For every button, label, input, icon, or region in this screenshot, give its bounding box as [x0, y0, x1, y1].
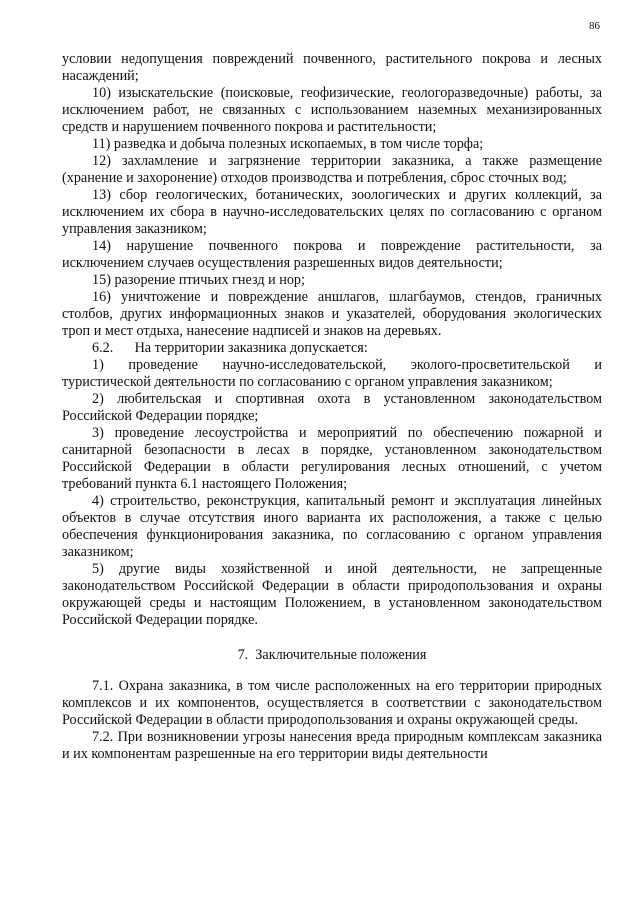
paragraph: условии недопущения повреждений почвенного, растительного покрова и лесных насаждений;: [62, 51, 602, 84]
list-item-16: 16) уничтожение и повреждение аншлагов, шлагбаумов, стендов, граничных столбов, других информационных знаков и указателей, оборудования экологических троп и мест отдыха, нанесение надписей и знаков на деревьях.: [62, 289, 602, 339]
clause-6-2: 6.2. На территории заказника допускается:: [92, 340, 368, 356]
list-item-14: 14) нарушение почвенного покрова и повреждение растительности, за исключением случаев осуществления разрешенных видов деятельности;: [62, 238, 602, 271]
section-heading: 7. Заключительные положения: [237, 647, 427, 663]
list-item-11: 11) разведка и добыча полезных ископаемых, в том числе торфа;: [92, 136, 484, 152]
list-item-12: 12) захламление и загрязнение территории заказника, а также размещение (хранение и захоронение) отходов производства и потребления, сброс сточных вод;: [62, 153, 602, 186]
page-number: 86: [589, 20, 600, 32]
allowed-item-5: 5) другие виды хозяйственной и иной деятельности, не запрещенные законодательством Российской Федерации в области природопользования и охраны окружающей среды и настоящим Положением, в установленном законодательством Российской Федерации порядке.: [62, 561, 602, 628]
clause-7-2: 7.2. При возникновении угрозы нанесения вреда природным комплексам заказника и их компонентам разрешенные на его территории виды деятельности: [62, 729, 602, 762]
document-body: [62, 51, 602, 763]
list-item-10: 10) изыскательские (поисковые, геофизические, геологоразведочные) работы, за исключением работ, не связанных с использованием наземных механизированных средств и нарушением почвенного покрова и растительности;: [62, 85, 602, 135]
allowed-item-3: 3) проведение лесоустройства и мероприятий по обеспечению пожарной и санитарной безопасности в лесах в порядке, установленном законодательством Российской Федерации в области регулирования лесных отношений, с учетом требований пункта 6.1 настоящего Положения;: [62, 425, 602, 492]
list-item-13: 13) сбор геологических, ботанических, зоологических и других коллекций, за исключением их сбора в научно-исследовательских целях по согласованию с органом управления заказником;: [62, 187, 602, 237]
clause-7-1: 7.1. Охрана заказника, в том числе расположенных на его территории природных комплексов и их компонентов, осуществляется в соответствии с законодательством Российской Федерации в области природопользования и охраны окружающей среды.: [62, 678, 602, 728]
allowed-item-2: 2) любительская и спортивная охота в установленном законодательством Российской Федерации порядке;: [62, 391, 602, 424]
list-item-15: 15) разорение птичьих гнезд и нор;: [92, 272, 305, 288]
allowed-item-1: 1) проведение научно-исследовательской, эколого-просветительской и туристической деятельности по согласованию с органом управления заказником;: [62, 357, 602, 390]
allowed-item-4: 4) строительство, реконструкция, капитальный ремонт и эксплуатация линейных объектов в случае отсутствия иного варианта их расположения, а также с целью обеспечения функционирования заказника, по согласованию с органом управления заказником;: [62, 493, 602, 560]
